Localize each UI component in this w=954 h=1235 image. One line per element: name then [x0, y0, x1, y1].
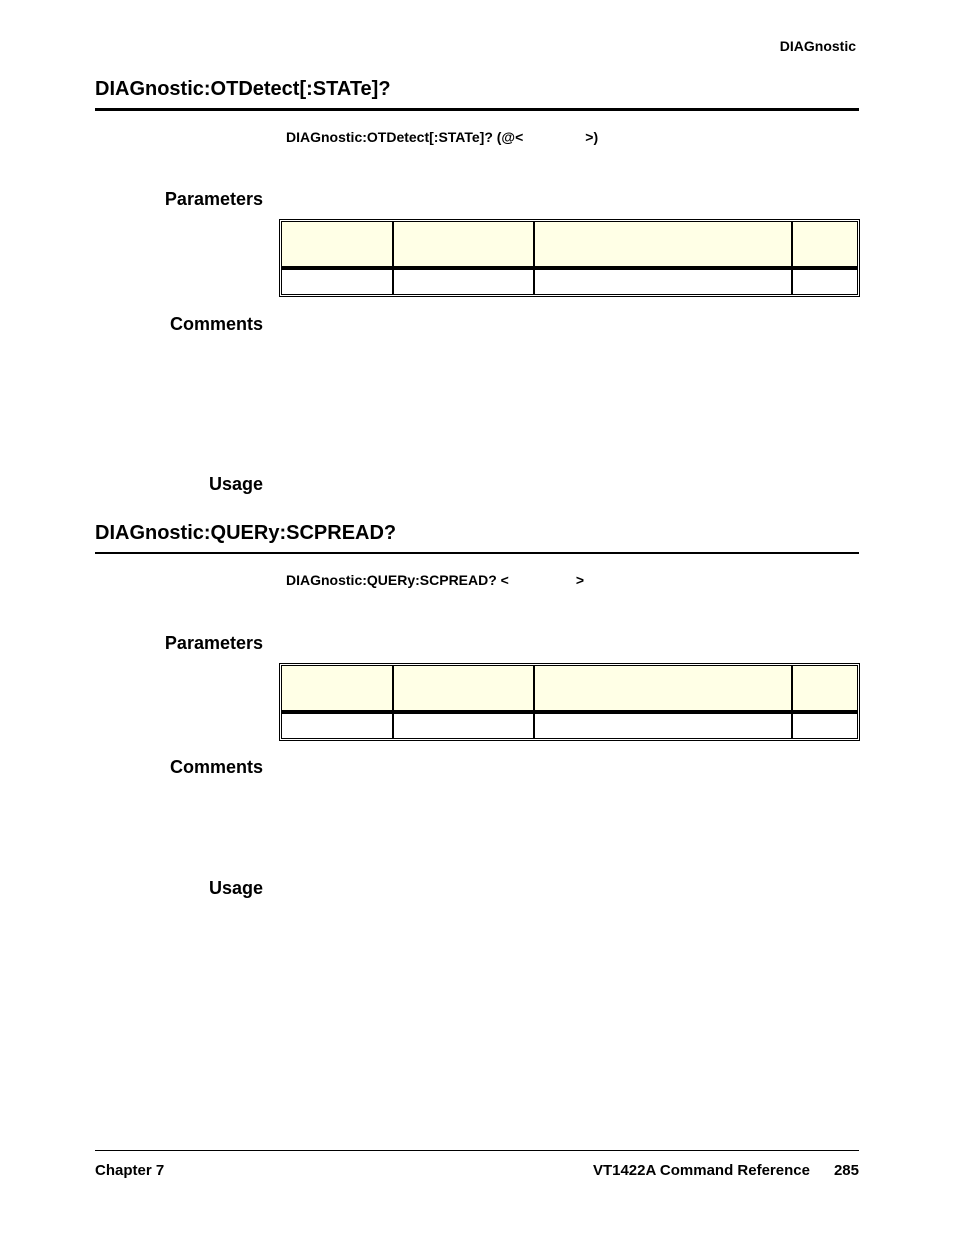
- parameters-label: Parameters: [164, 633, 263, 653]
- syntax-prefix: DIAGnostic:QUERy:SCPREAD? <: [286, 572, 509, 588]
- syntax-suffix: >): [585, 129, 599, 145]
- footer-rule: [95, 1150, 859, 1151]
- table-cell: [393, 269, 534, 295]
- usage-label: Usage: [208, 878, 263, 898]
- footer-title-page: [593, 1162, 859, 1179]
- comments-label: Comments: [169, 314, 263, 334]
- table-cell: [792, 713, 858, 739]
- table-row: [281, 713, 858, 739]
- parameters-label: Parameters: [164, 189, 263, 209]
- footer-chapter: Chapter 7: [95, 1162, 165, 1179]
- section-title-otdetect: DIAGnostic:OTDetect[:STATe]?: [95, 78, 391, 100]
- table-header-row: [281, 665, 858, 713]
- syntax-line-scpread: [286, 572, 584, 588]
- section-rule: [95, 552, 859, 554]
- table-header-cell: [393, 221, 534, 269]
- table-cell: [534, 713, 792, 739]
- table-header-cell: [792, 221, 858, 269]
- table-header-cell: [534, 221, 792, 269]
- table-header-cell: [393, 665, 534, 713]
- section-title-scpread: DIAGnostic:QUERy:SCPREAD?: [95, 522, 397, 544]
- table-header-row: [281, 221, 858, 269]
- table-header-cell: [792, 665, 858, 713]
- table-cell: [281, 269, 393, 295]
- table-cell: [393, 713, 534, 739]
- table-header-cell: [281, 221, 393, 269]
- syntax-prefix: DIAGnostic:OTDetect[:STATe]? (@<: [286, 129, 524, 145]
- syntax-line-otdetect: [286, 129, 598, 145]
- table-header-cell: [534, 665, 792, 713]
- syntax-suffix: >: [575, 572, 585, 588]
- usage-label: Usage: [208, 474, 263, 494]
- section-rule: [95, 108, 859, 111]
- table-cell: [792, 269, 858, 295]
- running-header: DIAGnostic: [779, 38, 856, 54]
- table-row: [281, 269, 858, 295]
- comments-label: Comments: [169, 757, 263, 777]
- footer-book-title: VT1422A Command Reference: [592, 1162, 810, 1179]
- parameters-table: [279, 663, 860, 741]
- table-cell: [281, 713, 393, 739]
- parameters-table: [279, 219, 860, 297]
- page-number: 285: [833, 1162, 859, 1179]
- table-header-cell: [281, 665, 393, 713]
- table-cell: [534, 269, 792, 295]
